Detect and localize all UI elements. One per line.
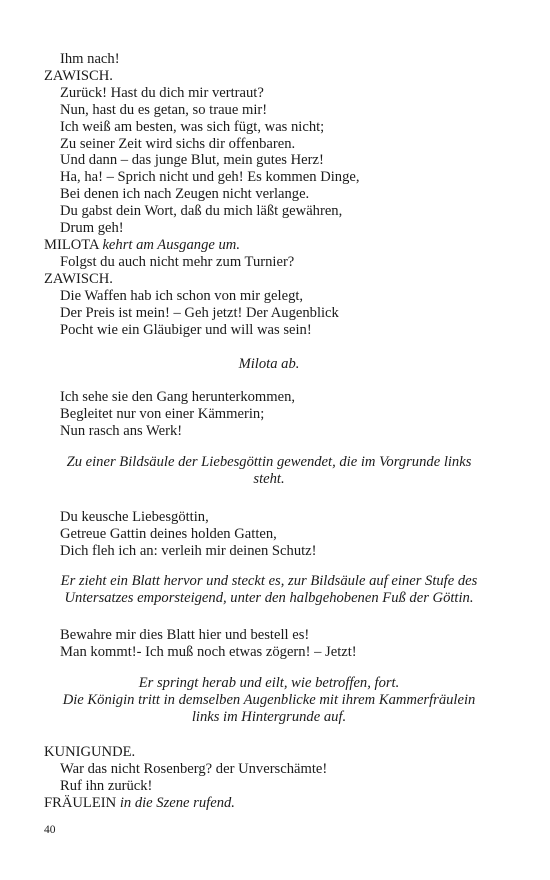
direction-line: steht.: [253, 470, 285, 487]
verse-line: Zu seiner Zeit wird sichs dir offenbaren.: [60, 135, 296, 152]
verse-line: Nun, hast du es getan, so traue mir!: [60, 101, 268, 118]
direction-line: Milota ab.: [238, 356, 300, 372]
direction-line: Er springt herab und eilt, wie betroffen, fort.: [138, 675, 400, 691]
speaker-name: FRÄULEIN: [44, 794, 117, 811]
speaker-name: ZAWISCH.: [44, 67, 113, 84]
inline-stage-direction: kehrt am Ausgange um.: [102, 236, 240, 253]
verse-line: Der Preis ist mein! – Geh jetzt! Der Augenblick: [60, 304, 339, 321]
verse-line: Ruf ihn zurück!: [60, 777, 153, 794]
direction-line: Untersatzes emporsteigend, unter den halbgehobenen Fuß der Göttin.: [64, 589, 474, 606]
speaker-with-direction: [44, 795, 484, 812]
direction-line: Die Königin tritt in demselben Augenblicke mit ihrem Kammerfräulein: [62, 691, 476, 708]
verse-line: Folgst du auch nicht mehr zum Turnier?: [60, 253, 295, 270]
verse-line: Ich weiß am besten, was sich fügt, was nicht;: [60, 118, 325, 135]
verse-line: Begleitet nur von einer Kämmerin;: [60, 405, 265, 422]
verse-line: War das nicht Rosenberg? der Unverschämte!: [60, 760, 328, 777]
page-number: 40: [44, 824, 56, 836]
dialogue-block-5: [44, 744, 484, 812]
verse-line: Zurück! Hast du dich mir vertraut?: [60, 84, 264, 101]
verse-line: Und dann – das junge Blut, mein gutes Herz!: [60, 152, 324, 169]
stage-direction-paper: [30, 573, 508, 607]
speaker-name: ZAWISCH.: [44, 270, 113, 287]
verse-line: Die Waffen hab ich schon von mir gelegt,: [60, 287, 304, 304]
verse-line: Du gabst dein Wort, daß du mich läßt gewähren,: [60, 203, 343, 220]
verse-line: Man kommt!- Ich muß noch etwas zögern! – Jetzt!: [60, 643, 357, 660]
direction-line: Zu einer Bildsäule der Liebesgöttin gewendet, die im Vorgrunde links: [66, 454, 472, 470]
verse-line: Bei denen ich nach Zeugen nicht verlange.: [60, 186, 310, 203]
verse-line: Bewahre mir dies Blatt hier und bestell es!: [60, 627, 310, 643]
verse-line: Dich fleh ich an: verleih mir deinen Schutz!: [60, 542, 317, 559]
stage-direction-exit-and-entrance: [30, 675, 508, 726]
dialogue-block-3: [44, 509, 484, 560]
speaker-with-direction: [44, 237, 484, 254]
verse-line: Du keusche Liebesgöttin,: [60, 509, 209, 525]
speaker-name: KUNIGUNDE.: [44, 744, 136, 760]
direction-line: Er zieht ein Blatt hervor und steckt es, zur Bildsäule auf einer Stufe des: [60, 573, 478, 589]
direction-line: links im Hintergrunde auf.: [191, 708, 347, 725]
verse-line: Drum geh!: [60, 220, 124, 237]
verse-line: Pocht wie ein Gläubiger und will was sein!: [60, 321, 312, 338]
stage-direction-milota-exit: [30, 356, 508, 373]
dialogue-block-1: [44, 51, 484, 338]
speaker-name: MILOTA: [44, 236, 99, 253]
verse-line: Ich sehe sie den Gang herunterkommen,: [60, 389, 296, 405]
verse-line: Ha, ha! – Sprich nicht und geh! Es kommen Dinge,: [60, 169, 360, 186]
verse-line: Getreue Gattin deines holden Gatten,: [60, 525, 277, 542]
stage-direction-statue: [30, 454, 508, 488]
verse-line: Ihm nach!: [60, 51, 120, 67]
dialogue-block-4: [44, 627, 484, 661]
verse-line: Nun rasch ans Werk!: [60, 422, 183, 439]
inline-stage-direction: in die Szene rufend.: [119, 794, 235, 811]
dialogue-block-2: [44, 389, 484, 440]
